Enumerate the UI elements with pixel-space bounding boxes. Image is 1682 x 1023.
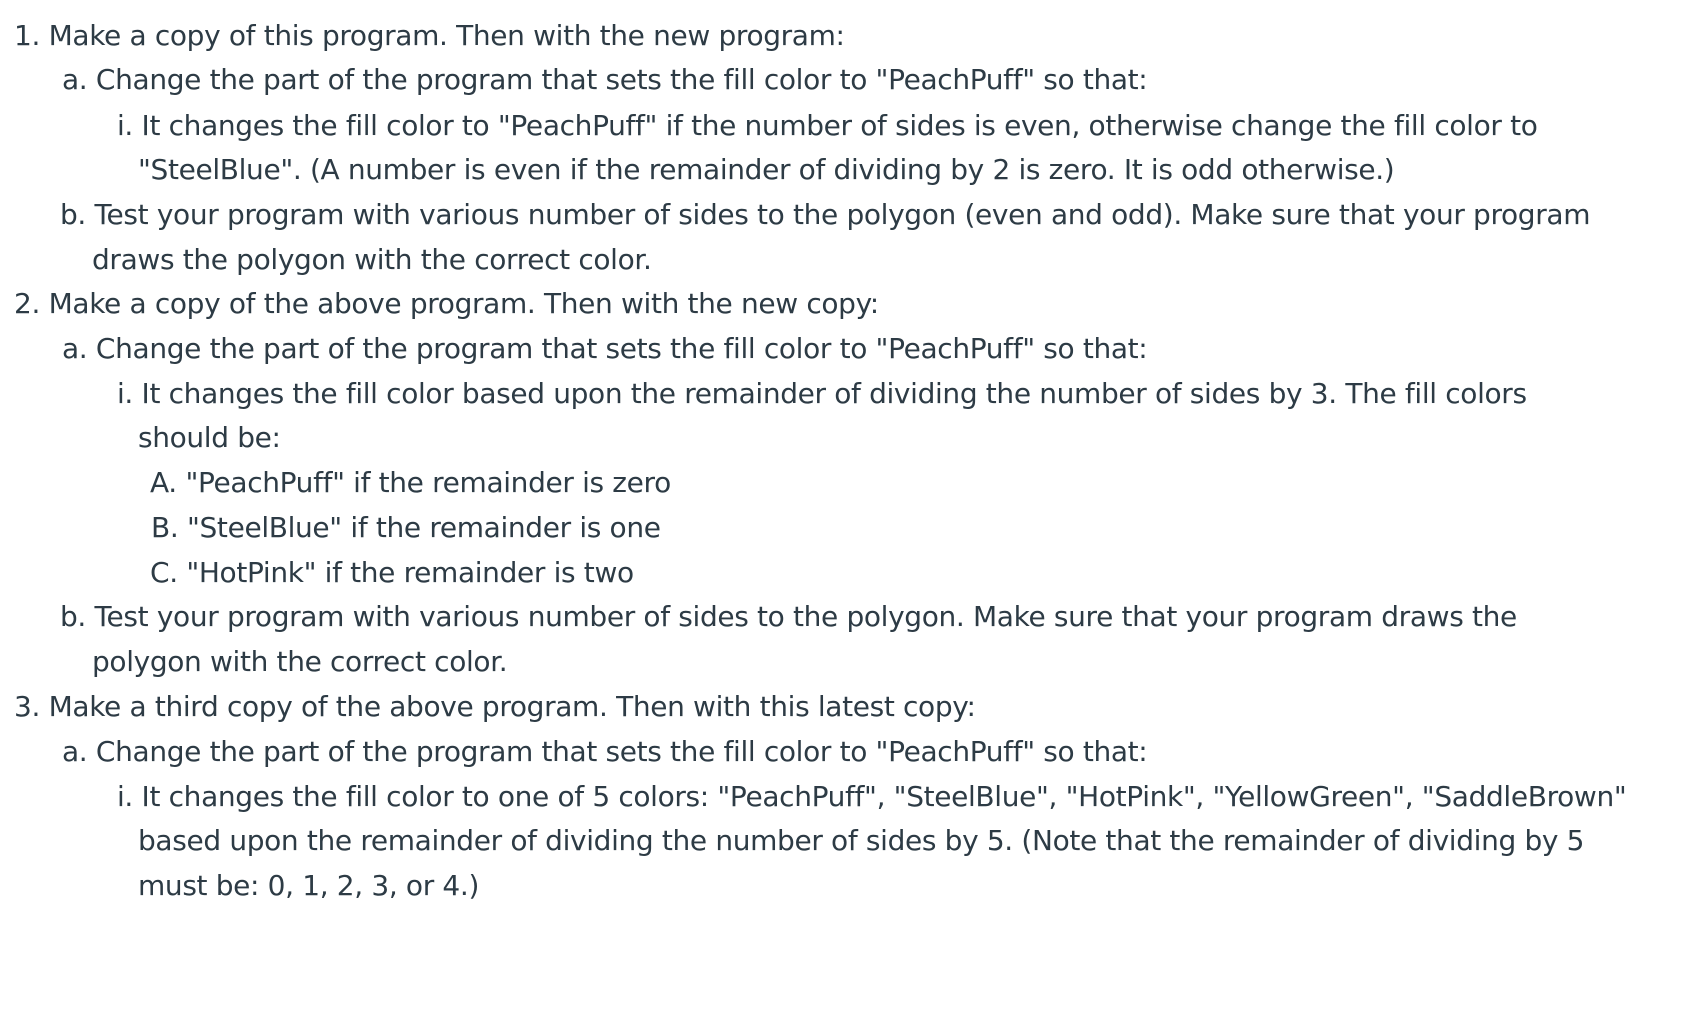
list-marker: C. (150, 556, 178, 589)
list-marker: 3. (14, 690, 41, 723)
list-marker: 1. (14, 19, 41, 52)
list-item-text: polygon with the correct color. (92, 645, 508, 678)
list-item-text: Change the part of the program that sets the fill color to "PeachPuff" so that: (95, 332, 1148, 365)
list-marker: B. (151, 511, 179, 544)
list-item (62, 735, 1147, 769)
list-item (117, 780, 1626, 814)
list-item-text: It changes the fill color to one of 5 colors: "PeachPuff", "SteelBlue", "HotPink", "YellowGreen", "SaddleBrown" (141, 780, 1627, 813)
list-item-continuation (138, 153, 1394, 187)
list-item (62, 332, 1147, 366)
list-item (117, 109, 1538, 143)
list-item-text: It changes the fill color to "PeachPuff" if the number of sides is even, otherwise change the fill color to (141, 109, 1538, 142)
list-item-text: Change the part of the program that sets the fill color to "PeachPuff" so that: (95, 735, 1148, 768)
list-item (62, 63, 1147, 97)
list-item (60, 600, 1517, 634)
list-item-text: Make a copy of this program. Then with the new program: (48, 19, 845, 52)
list-item-text: "PeachPuff" if the remainder is zero (185, 466, 671, 499)
list-item-text: Change the part of the program that sets the fill color to "PeachPuff" so that: (95, 63, 1148, 96)
list-item-continuation (92, 243, 652, 277)
list-marker: b. (60, 198, 86, 231)
list-item-text: based upon the remainder of dividing the number of sides by 5. (Note that the remainder of dividing by 5 (138, 824, 1585, 857)
list-item-continuation (138, 824, 1584, 858)
list-item (117, 377, 1527, 411)
list-item-continuation (138, 869, 479, 903)
list-item-text: "SteelBlue". (A number is even if the remainder of dividing by 2 is zero. It is odd otherwise.) (138, 153, 1395, 186)
list-item-text: draws the polygon with the correct color. (92, 243, 652, 276)
list-marker: a. (62, 63, 88, 96)
list-marker: 2. (14, 287, 41, 320)
list-item (150, 466, 671, 500)
list-item (150, 556, 634, 590)
list-marker: a. (62, 332, 88, 365)
list-item-text: should be: (138, 421, 281, 454)
list-item (151, 511, 661, 545)
list-item-text: It changes the fill color based upon the remainder of dividing the number of sides by 3. The fill colors (141, 377, 1527, 410)
list-marker: a. (62, 735, 88, 768)
list-item-text: "SteelBlue" if the remainder is one (186, 511, 661, 544)
list-item-text: Make a copy of the above program. Then with the new copy: (48, 287, 879, 320)
list-marker: A. (150, 466, 177, 499)
list-item (14, 287, 879, 321)
list-item (14, 690, 976, 724)
list-item-text: Test your program with various number of sides to the polygon (even and odd). Make sure that your program (94, 198, 1591, 231)
list-item (14, 19, 845, 53)
list-item-continuation (92, 645, 507, 679)
list-item-text: Make a third copy of the above program. Then with this latest copy: (48, 690, 976, 723)
list-item-text: must be: 0, 1, 2, 3, or 4.) (138, 869, 480, 902)
list-marker: i. (117, 377, 133, 410)
list-item-text: "HotPink" if the remainder is two (186, 556, 634, 589)
list-marker: i. (117, 109, 133, 142)
list-marker: i. (117, 780, 133, 813)
list-item-continuation (138, 421, 281, 455)
list-marker: b. (60, 600, 86, 633)
list-item-text: Test your program with various number of sides to the polygon. Make sure that your program draws the (94, 600, 1517, 633)
list-item (60, 198, 1590, 232)
